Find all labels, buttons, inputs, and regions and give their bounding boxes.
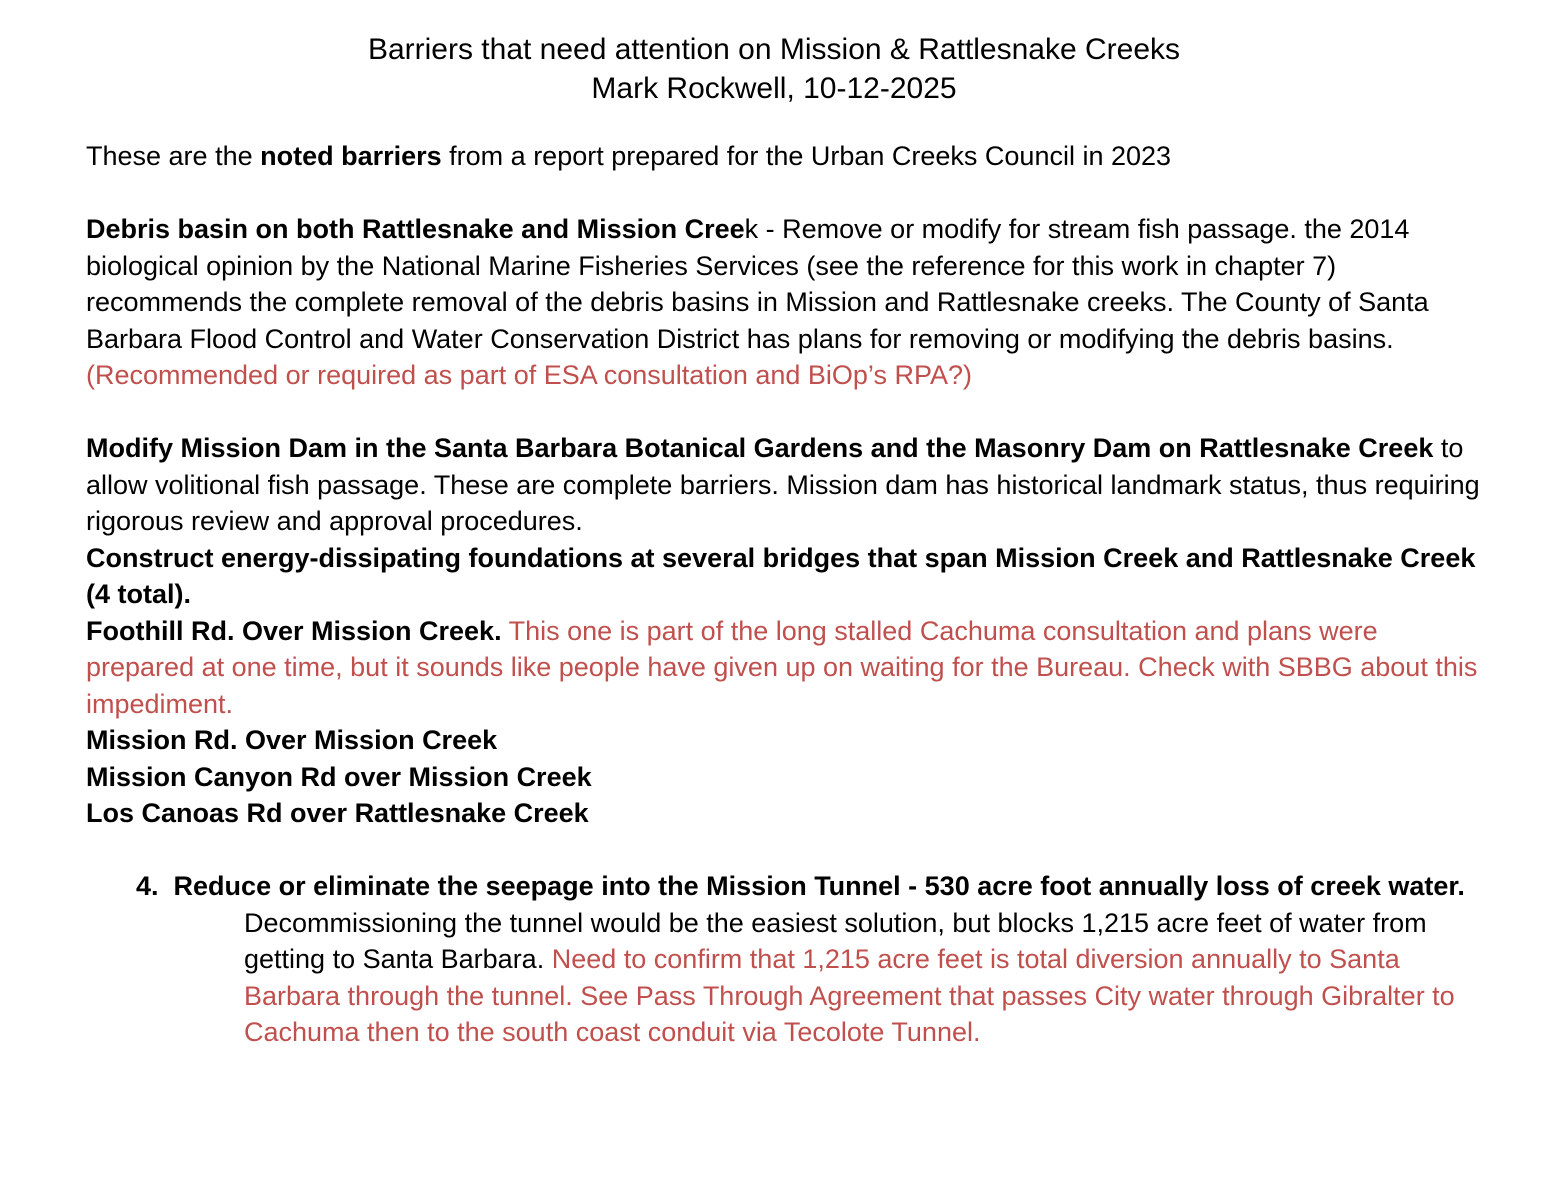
debris-basin-note: (Recommended or required as part of ESA consultation and BiOp’s RPA?)	[86, 360, 972, 390]
debris-basin-heading: Debris basin on both Rattlesnake and Mission Cree	[86, 214, 745, 244]
document-title: Barriers that need attention on Mission & Rattlesnake Creeks	[367, 33, 1181, 66]
foothill-bridge-note: This one is part of the long stalled Cachuma consultation and plans were prepared at one time, but it sounds like people have given up on waiting for the Bureau. Check with SBBG about this impediment.	[86, 615, 1478, 719]
tunnel-text: Decommissioning the tunnel would be the easiest solution, but blocks 1,215 acre feet of water from getting to Santa Barbara.	[244, 907, 1427, 974]
debris-basin-paragraph	[86, 211, 1486, 394]
document-header	[0, 30, 1548, 108]
tunnel-heading: Reduce or eliminate the seepage into the Mission Tunnel - 530 acre foot annually loss of creek water.	[173, 871, 1465, 901]
los-canoas-bridge: Los Canoas Rd over Rattlesnake Creek	[86, 798, 589, 828]
dams-text: to allow volitional fish passage. These are complete barriers. Mission dam has historical landmark status, thus requiring rigorous review and approval procedures.	[86, 433, 1480, 536]
debris-basin-text: k - Remove or modify for stream fish passage. the 2014 biological opinion by the National Marine Fisheries Services (see the reference for this work in chapter 7) recommends the complete removal of the debris basins in Mission and Rattlesnake creeks. The County of Santa Barbara Flood Control and Water Conservation District has plans for removing or modifying the debris basins.	[86, 214, 1429, 354]
spacer	[86, 175, 1486, 212]
mission-rd-bridge: Mission Rd. Over Mission Creek	[86, 725, 498, 755]
foothill-bridge-heading: Foothill Rd. Over Mission Creek.	[86, 615, 502, 646]
dams-paragraph	[86, 430, 1486, 540]
intro-text-pre: These are the	[86, 141, 261, 171]
bridges-heading: Construct energy-dissipating foundations at several bridges that span Mission Creek and Rattlesnake Creek (4 total).	[86, 542, 1476, 609]
mission-canyon-bridge: Mission Canyon Rd over Mission Creek	[86, 761, 592, 792]
list-number: 4.	[136, 871, 159, 901]
document-body	[86, 138, 1486, 1051]
intro-text-bold: noted barriers	[260, 141, 442, 171]
tunnel-list-item	[86, 868, 1486, 1051]
intro-paragraph	[86, 138, 1486, 175]
tunnel-note: Need to confirm that 1,215 acre feet is total diversion annually to Santa Barbara through the tunnel. See Pass Through Agreement that passes City water through Gibralter to Cachuma then to the south coast conduit via Tecolote Tunnel.	[244, 944, 1455, 1047]
document-byline: Mark Rockwell, 10-12-2025	[591, 72, 957, 105]
spacer	[86, 832, 1486, 869]
spacer	[86, 394, 1486, 431]
intro-text-post: from a report prepared for the Urban Creeks Council in 2023	[441, 141, 1172, 171]
foothill-paragraph	[86, 613, 1486, 723]
dams-heading: Modify Mission Dam in the Santa Barbara Botanical Gardens and the Masonry Dam on Rattlesnake Creek	[86, 433, 1434, 463]
